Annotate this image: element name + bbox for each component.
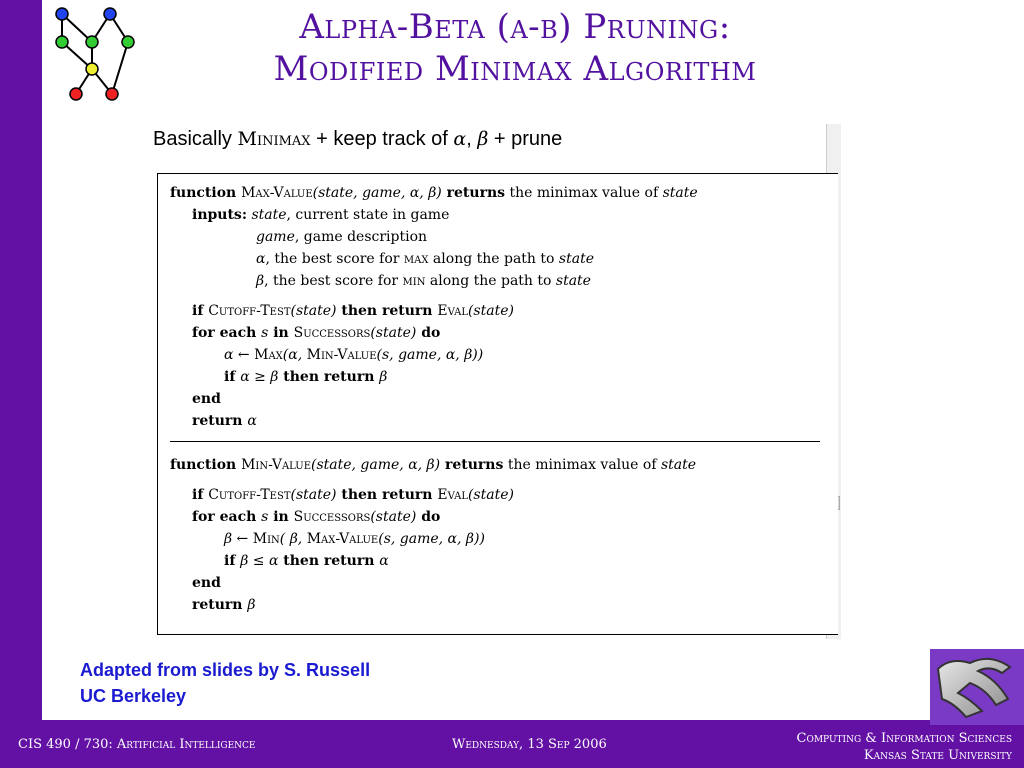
player-name: max xyxy=(403,251,429,267)
inputs-line-1 xyxy=(192,206,449,224)
description: , the best score for xyxy=(264,273,403,289)
variable: state xyxy=(660,457,697,473)
function-name: Max xyxy=(254,347,283,363)
slide-title xyxy=(150,6,880,90)
function-args: (α, xyxy=(282,347,307,363)
variable: s xyxy=(261,325,269,341)
function-args: (state) xyxy=(290,487,337,503)
keyword: then return xyxy=(336,303,438,319)
keyword: function xyxy=(170,185,242,201)
footer-dept-line-1: Computing & Information Sciences xyxy=(796,731,1012,746)
variable: s xyxy=(261,509,269,525)
keyword: then return xyxy=(278,553,380,569)
subtitle-suffix: + prune xyxy=(488,128,563,150)
function-name: Successors xyxy=(293,509,371,525)
assign-arrow: ← xyxy=(232,531,253,547)
keyword: if xyxy=(192,487,209,503)
credit-line-1: Adapted from slides by S. Russell xyxy=(80,660,371,680)
description: , current state in game xyxy=(286,207,450,223)
function-name: Cutoff-Test xyxy=(208,303,291,319)
subtitle xyxy=(153,128,562,151)
variable: α xyxy=(256,251,266,267)
subtitle-comma: , xyxy=(466,128,478,150)
description: along the path to xyxy=(425,273,556,289)
variable: state xyxy=(662,185,698,201)
function-args: (s, game, α, β)) xyxy=(378,531,485,547)
variable: state xyxy=(555,273,591,289)
powercat-icon xyxy=(930,649,1024,725)
min-for-line xyxy=(192,508,440,526)
function-name: Eval xyxy=(437,487,468,503)
subtitle-minimax: Minimax xyxy=(237,128,311,150)
function-name: Eval xyxy=(437,303,468,319)
max-prune-line xyxy=(224,368,387,386)
assign-arrow: ← xyxy=(233,347,255,363)
keyword: then return xyxy=(336,487,438,503)
subtitle-prefix: Basically xyxy=(153,128,238,150)
variable: state xyxy=(558,251,594,267)
variable: state xyxy=(251,207,287,223)
min-prune-line xyxy=(224,552,389,570)
function-args: (state) xyxy=(467,303,514,319)
keyword: then return xyxy=(278,369,380,385)
description: , the best score for xyxy=(265,251,404,267)
player-name: min xyxy=(402,273,426,289)
condition: β ≤ α xyxy=(240,553,279,569)
description: the minimax value of xyxy=(505,185,663,201)
max-assign-line xyxy=(224,346,483,364)
function-name: Successors xyxy=(293,325,371,341)
keyword: return xyxy=(192,413,248,429)
inputs-label: inputs: xyxy=(192,207,247,223)
function-args: (state) xyxy=(370,325,417,341)
keyword: function xyxy=(170,457,242,473)
inputs-line-4 xyxy=(256,272,591,290)
keyword: do xyxy=(416,325,441,341)
subtitle-beta: β xyxy=(477,128,489,150)
variable: α xyxy=(224,347,234,363)
subtitle-alpha: α xyxy=(453,128,467,150)
footer-date: Wednesday, 13 Sep 2006 xyxy=(452,737,607,752)
function-args: (state, game, α, β) xyxy=(312,185,442,201)
footer-course: CIS 490 / 730: Artificial Intelligence xyxy=(18,737,256,752)
kstate-logo xyxy=(930,649,1024,725)
function-args: (state) xyxy=(290,303,337,319)
keyword: return xyxy=(192,597,248,613)
keyword: if xyxy=(224,369,241,385)
keyword: returns xyxy=(441,185,506,201)
min-return-line xyxy=(192,596,255,614)
variable: game xyxy=(256,229,295,245)
keyword: returns xyxy=(440,457,504,473)
inputs-line-3 xyxy=(256,250,594,268)
description: along the path to xyxy=(428,251,559,267)
credit-text xyxy=(80,657,370,709)
keyword: for each xyxy=(192,325,262,341)
function-divider xyxy=(170,441,820,442)
title-line-2: Modified Minimax Algorithm xyxy=(273,49,757,89)
subtitle-middle: + keep track of xyxy=(310,128,454,150)
max-function-header xyxy=(170,184,698,202)
description: , game description xyxy=(294,229,428,245)
min-assign-line xyxy=(224,530,485,548)
variable: α xyxy=(379,553,389,569)
footer-dept-line-2: Kansas State University xyxy=(863,748,1012,763)
inputs-line-2 xyxy=(256,228,427,246)
variable: β xyxy=(379,369,388,385)
graph-logo-icon xyxy=(52,4,142,104)
keyword: in xyxy=(268,509,294,525)
function-name: Max-Value xyxy=(241,185,313,201)
left-accent-bar xyxy=(0,0,42,720)
min-function-header xyxy=(170,456,696,474)
variable: β xyxy=(224,531,233,547)
min-end-line: end xyxy=(192,575,221,591)
credit-line-2: UC Berkeley xyxy=(80,686,187,706)
max-return-line xyxy=(192,412,257,430)
function-name: Min-Value xyxy=(241,457,311,473)
function-args: (state) xyxy=(370,509,417,525)
title-line-1: Alpha-Beta (α-β) Pruning: xyxy=(299,7,731,47)
max-cutoff-line xyxy=(192,302,514,320)
variable: α xyxy=(247,413,257,429)
function-name: Max-Value xyxy=(306,531,379,547)
keyword: if xyxy=(192,303,209,319)
function-name: Cutoff-Test xyxy=(208,487,291,503)
max-end-line: end xyxy=(192,391,221,407)
description: the minimax value of xyxy=(503,457,661,473)
max-for-line xyxy=(192,324,440,342)
condition: α ≥ β xyxy=(240,369,279,385)
function-name: Min xyxy=(252,531,280,547)
variable: β xyxy=(247,597,256,613)
function-name: Min-Value xyxy=(306,347,377,363)
function-args: ( β, xyxy=(279,531,307,547)
function-args: (state) xyxy=(467,487,514,503)
function-args: (state, game, α, β) xyxy=(311,457,441,473)
keyword: if xyxy=(224,553,241,569)
keyword: do xyxy=(416,509,441,525)
algorithm-box xyxy=(157,173,838,635)
variable: β xyxy=(256,273,265,289)
keyword: in xyxy=(268,325,294,341)
min-cutoff-line xyxy=(192,486,514,504)
keyword: for each xyxy=(192,509,262,525)
function-args: (s, game, α, β)) xyxy=(376,347,484,363)
